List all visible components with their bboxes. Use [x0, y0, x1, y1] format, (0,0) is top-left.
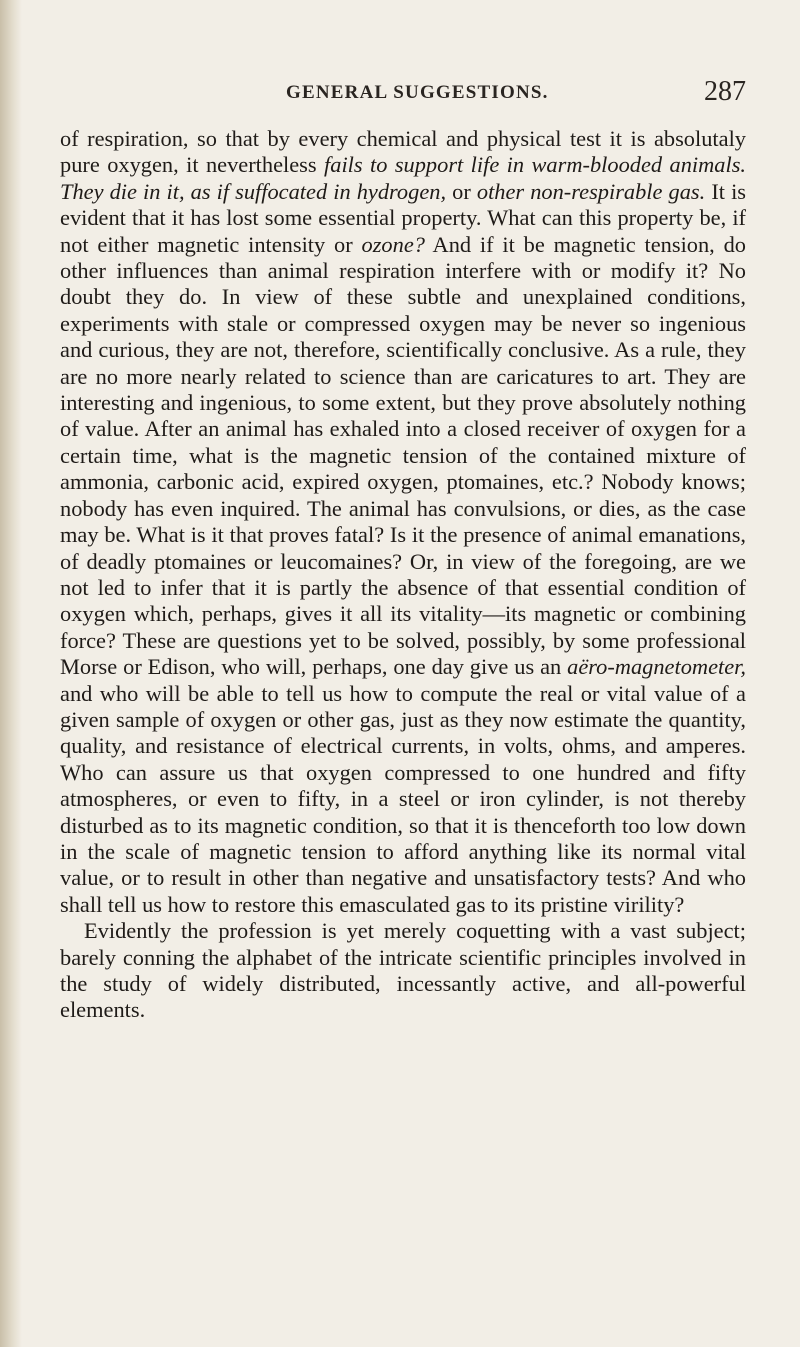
text-segment: or — [446, 178, 477, 204]
text-segment: Evidently the profession is yet merely coquetting with a vast subject; barely conning the alphabet of the intricate scientific principles involved in the study of widely distributed, incessantly active, and all-powerful elements. — [60, 918, 746, 1023]
page-header — [60, 78, 746, 114]
page-number: 287 — [704, 76, 746, 107]
page-edge-shadow — [0, 0, 22, 1347]
italic-segment: ozone? — [361, 231, 425, 257]
text-segment: And if it be magnetic tension, do other influences than animal respiration interfere with or modify it? No doubt they do. In view of these subtle and unexplained conditions, experiments with stale or compressed oxygen may be never so ingenious and curious, they are not, therefore, scientifically conclusive. As a rule, they are no more nearly related to science than are caricatures to art. They are interesting and ingenious, to some extent, but they prove absolutely nothing of value. After an animal has exhaled into a closed receiver of oxygen for a certain time, what is the magnetic tension of the contained mixture of ammonia, carbonic acid, expired oxygen, ptomaines, etc.? Nobody knows; nobody has even inquired. The animal has convulsions, or dies, as the case may be. What is it that proves fatal? Is it the presence of animal emanations, of deadly ptomaines or leucomaines? Or, in view of the foregoing, are we not led to infer that it is partly the absence of that essential condition of oxygen which, perhaps, gives it all its vitality—its magnetic or combining force? These are questions yet to be solved, possibly, by some professional Morse or Edison, who will, perhaps, one day give us an — [60, 231, 746, 680]
paragraph-1 — [60, 126, 746, 918]
italic-segment: other non-respirable gas. — [476, 178, 706, 204]
text-segment: It is evident that it has lost some essential property. What can this property be, if not either magnetic intensity or — [60, 178, 747, 257]
running-head: GENERAL SUGGESTIONS. — [286, 82, 549, 103]
body-text — [60, 126, 746, 1024]
italic-segment: fails to support life in warm-blooded animals. They die in it, as if suffocated in hydrogen, — [60, 152, 747, 204]
text-segment: of respiration, so that by every chemical and physical test it is absolutaly pure oxygen, it nevertheless — [60, 126, 746, 178]
italic-segment: aëro-magnetometer, — [567, 654, 746, 680]
paragraph-2 — [60, 918, 746, 1024]
text-segment: and who will be able to tell us how to compute the real or vital value of a given sample of oxygen or other gas, just as they now estimate the quantity, quality, and resistance of electrical currents, in volts, ohms, and amperes. Who can assure us that oxygen compressed to one hundred and fifty atmospheres, or even to fifty, in a steel or iron cylinder, is not thereby disturbed as to its magnetic condition, so that it is thenceforth too low down in the scale of magnetic tension to afford anything like its normal vital value, or to result in other than negative and unsatisfactory tests? And who shall tell us how to restore this emasculated gas to its pristine virility? — [60, 680, 746, 917]
